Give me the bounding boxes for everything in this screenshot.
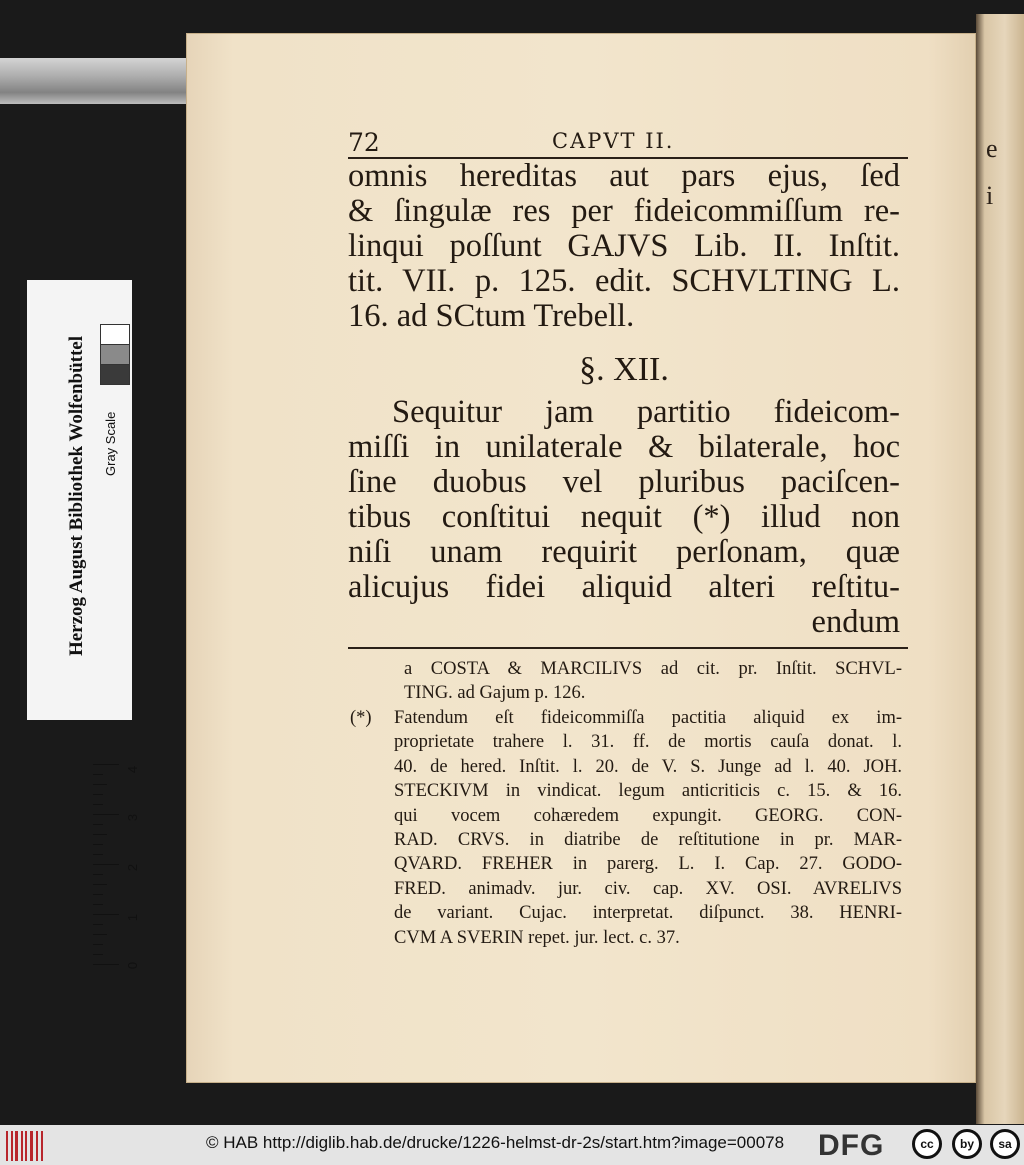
text-line: Sequitur jam partitio fideicom- [392,394,900,430]
permalink[interactable]: © HAB http://diglib.hab.de/drucke/1226-helmst-dr-2s/start.htm?image=00078 [206,1133,785,1152]
text-line: alicujus fidei aliquid alteri reſtitu- [348,569,900,605]
text-line: & ſingulæ res per fideicommiſſum re- [348,193,900,229]
paragraph-2 [348,395,900,640]
gray-patch-mid [100,344,130,365]
footnote-line: RAD. CRVS. in diatribe de reſtitutione in pr. MAR- [394,829,902,850]
gray-scale-label: Gray Scale [103,411,118,476]
ruler-number: 0 [125,961,141,970]
footnote-line: proprietate trahere l. 31. ff. de mortis cauſa donat. l. [394,732,902,753]
footnote-line: de variant. Cujac. interpretat. diſpunct. 38. HENRI- [394,903,902,924]
text-line: tibus conſtitui nequit (*) illud non [348,499,900,535]
ruler-number: 2 [125,863,141,872]
text-line: tit. VII. p. 125. edit. SCHVLTING L. [348,263,900,299]
footnote-line: CVM A SVERIN repet. jur. lect. c. 37. [394,927,680,948]
sa-license-icon[interactable]: sa [990,1129,1020,1159]
footnote-line: STECKIVM in vindicat. legum anticriticis c. 15. & 16. [394,781,902,802]
footnote-a [350,657,902,706]
ruler-number: 1 [125,913,141,922]
footnote-line: a COSTA & MARCILIVS ad cit. pr. Inſtit. SCHVL- [404,659,902,679]
text-line: ſine duobus vel pluribus paciſcen- [348,464,900,500]
text-line: miſſi in unilaterale & bilaterale, hoc [348,429,900,465]
institution-label: Herzog August Bibliothek Wolfenbüttel [66,335,87,657]
by-license-icon[interactable]: by [952,1129,982,1159]
footnote-line: FRED. animadv. jur. civ. cap. XV. OSI. AVRELIVS [394,878,902,899]
footnote-line: QVARD. FREHER in parerg. L. I. Cap. 27. GODO- [394,854,902,875]
text-line: linqui poſſunt GAJVS Lib. II. Inſtit. [348,228,900,264]
page-content [186,33,976,1083]
text-line: niſi unam requirit perſonam, quæ [348,534,900,570]
dfg-logo: DFG [818,1129,885,1162]
ruler-number: 4 [125,765,141,774]
calibration-strip [27,280,141,970]
cc-license-icon[interactable]: cc [912,1129,942,1159]
running-head: CAPVT II. [552,129,675,153]
ruler [93,764,141,970]
footnote-rule [348,647,908,649]
facing-text: i [986,181,994,210]
facing-page-fragment [986,125,1024,985]
text-line: endum [811,604,900,640]
ruler-number: 3 [125,813,141,822]
footnote-line: qui vocem cohæredem expungit. GEORG. CON- [394,805,902,826]
footnote-line: TING. ad Gajum p. 126. [404,683,586,704]
page-number: 72 [348,128,380,157]
hab-logo-icon [6,1131,46,1161]
section-heading: §. XII. [579,351,669,388]
facing-text: e [986,134,998,163]
book-page [186,33,976,1083]
text-line: omnis hereditas aut pars ejus, ſed [348,158,900,194]
footnote-b [350,706,902,950]
gray-patch-dark [100,364,130,385]
viewer-footer [0,1125,1024,1165]
footnote-line: Fatendum eſt fideicommiſſa pactitia aliquid ex im- [394,708,902,728]
footnote-marker: (*) [350,708,372,728]
paragraph-1 [348,159,900,334]
footnote-line: 40. de hered. Inſtit. l. 20. de V. S. Junge ad l. 40. JOH. [394,756,902,777]
gray-patch-white [100,324,130,345]
text-line: 16. ad SCtum Trebell. [348,298,635,334]
